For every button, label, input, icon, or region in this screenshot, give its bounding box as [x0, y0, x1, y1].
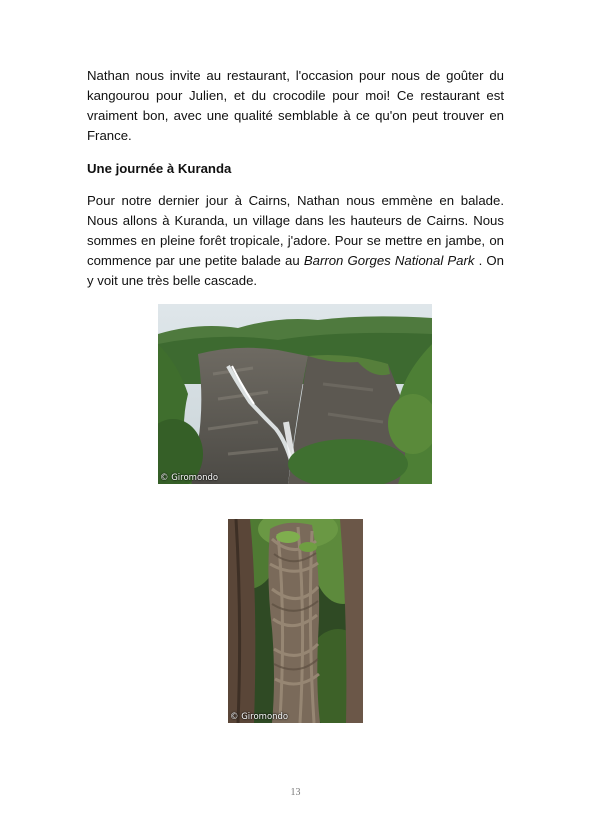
waterfall-illustration	[158, 304, 432, 484]
paragraph-restaurant: Nathan nous invite au restaurant, l'occasion pour nous de goûter du kangourou pour Julien, et du crocodile pour moi! Ce restaurant est vraiment bon, avec une qualité semblable à ce qu'on peut trouver en France.	[87, 68, 504, 143]
photo-credit-tree: © Giromondo	[230, 712, 289, 722]
paragraph-kuranda-end: . On y voit une très belle cascade.	[87, 253, 504, 288]
page-number: 13	[290, 787, 301, 798]
section-heading: Une journée à Kuranda	[87, 161, 232, 176]
paragraph-kuranda-text: Pour notre dernier jour à Cairns, Nathan nous emmène en balade. Nous allons à Kuranda, un village dans les hauteurs de Cairns. Nous sommes en pleine forêt tropicale, j'adore. Pour se mettre en jambe, on commence par une petite balade au	[87, 193, 504, 268]
park-name: Barron Gorges National Park	[303, 253, 475, 268]
strangler-fig-photo	[228, 519, 363, 723]
waterfall-photo	[158, 304, 432, 484]
paragraph-kuranda	[87, 191, 504, 291]
tree-illustration	[228, 519, 363, 723]
photo-credit: © Giromondo	[160, 473, 219, 483]
